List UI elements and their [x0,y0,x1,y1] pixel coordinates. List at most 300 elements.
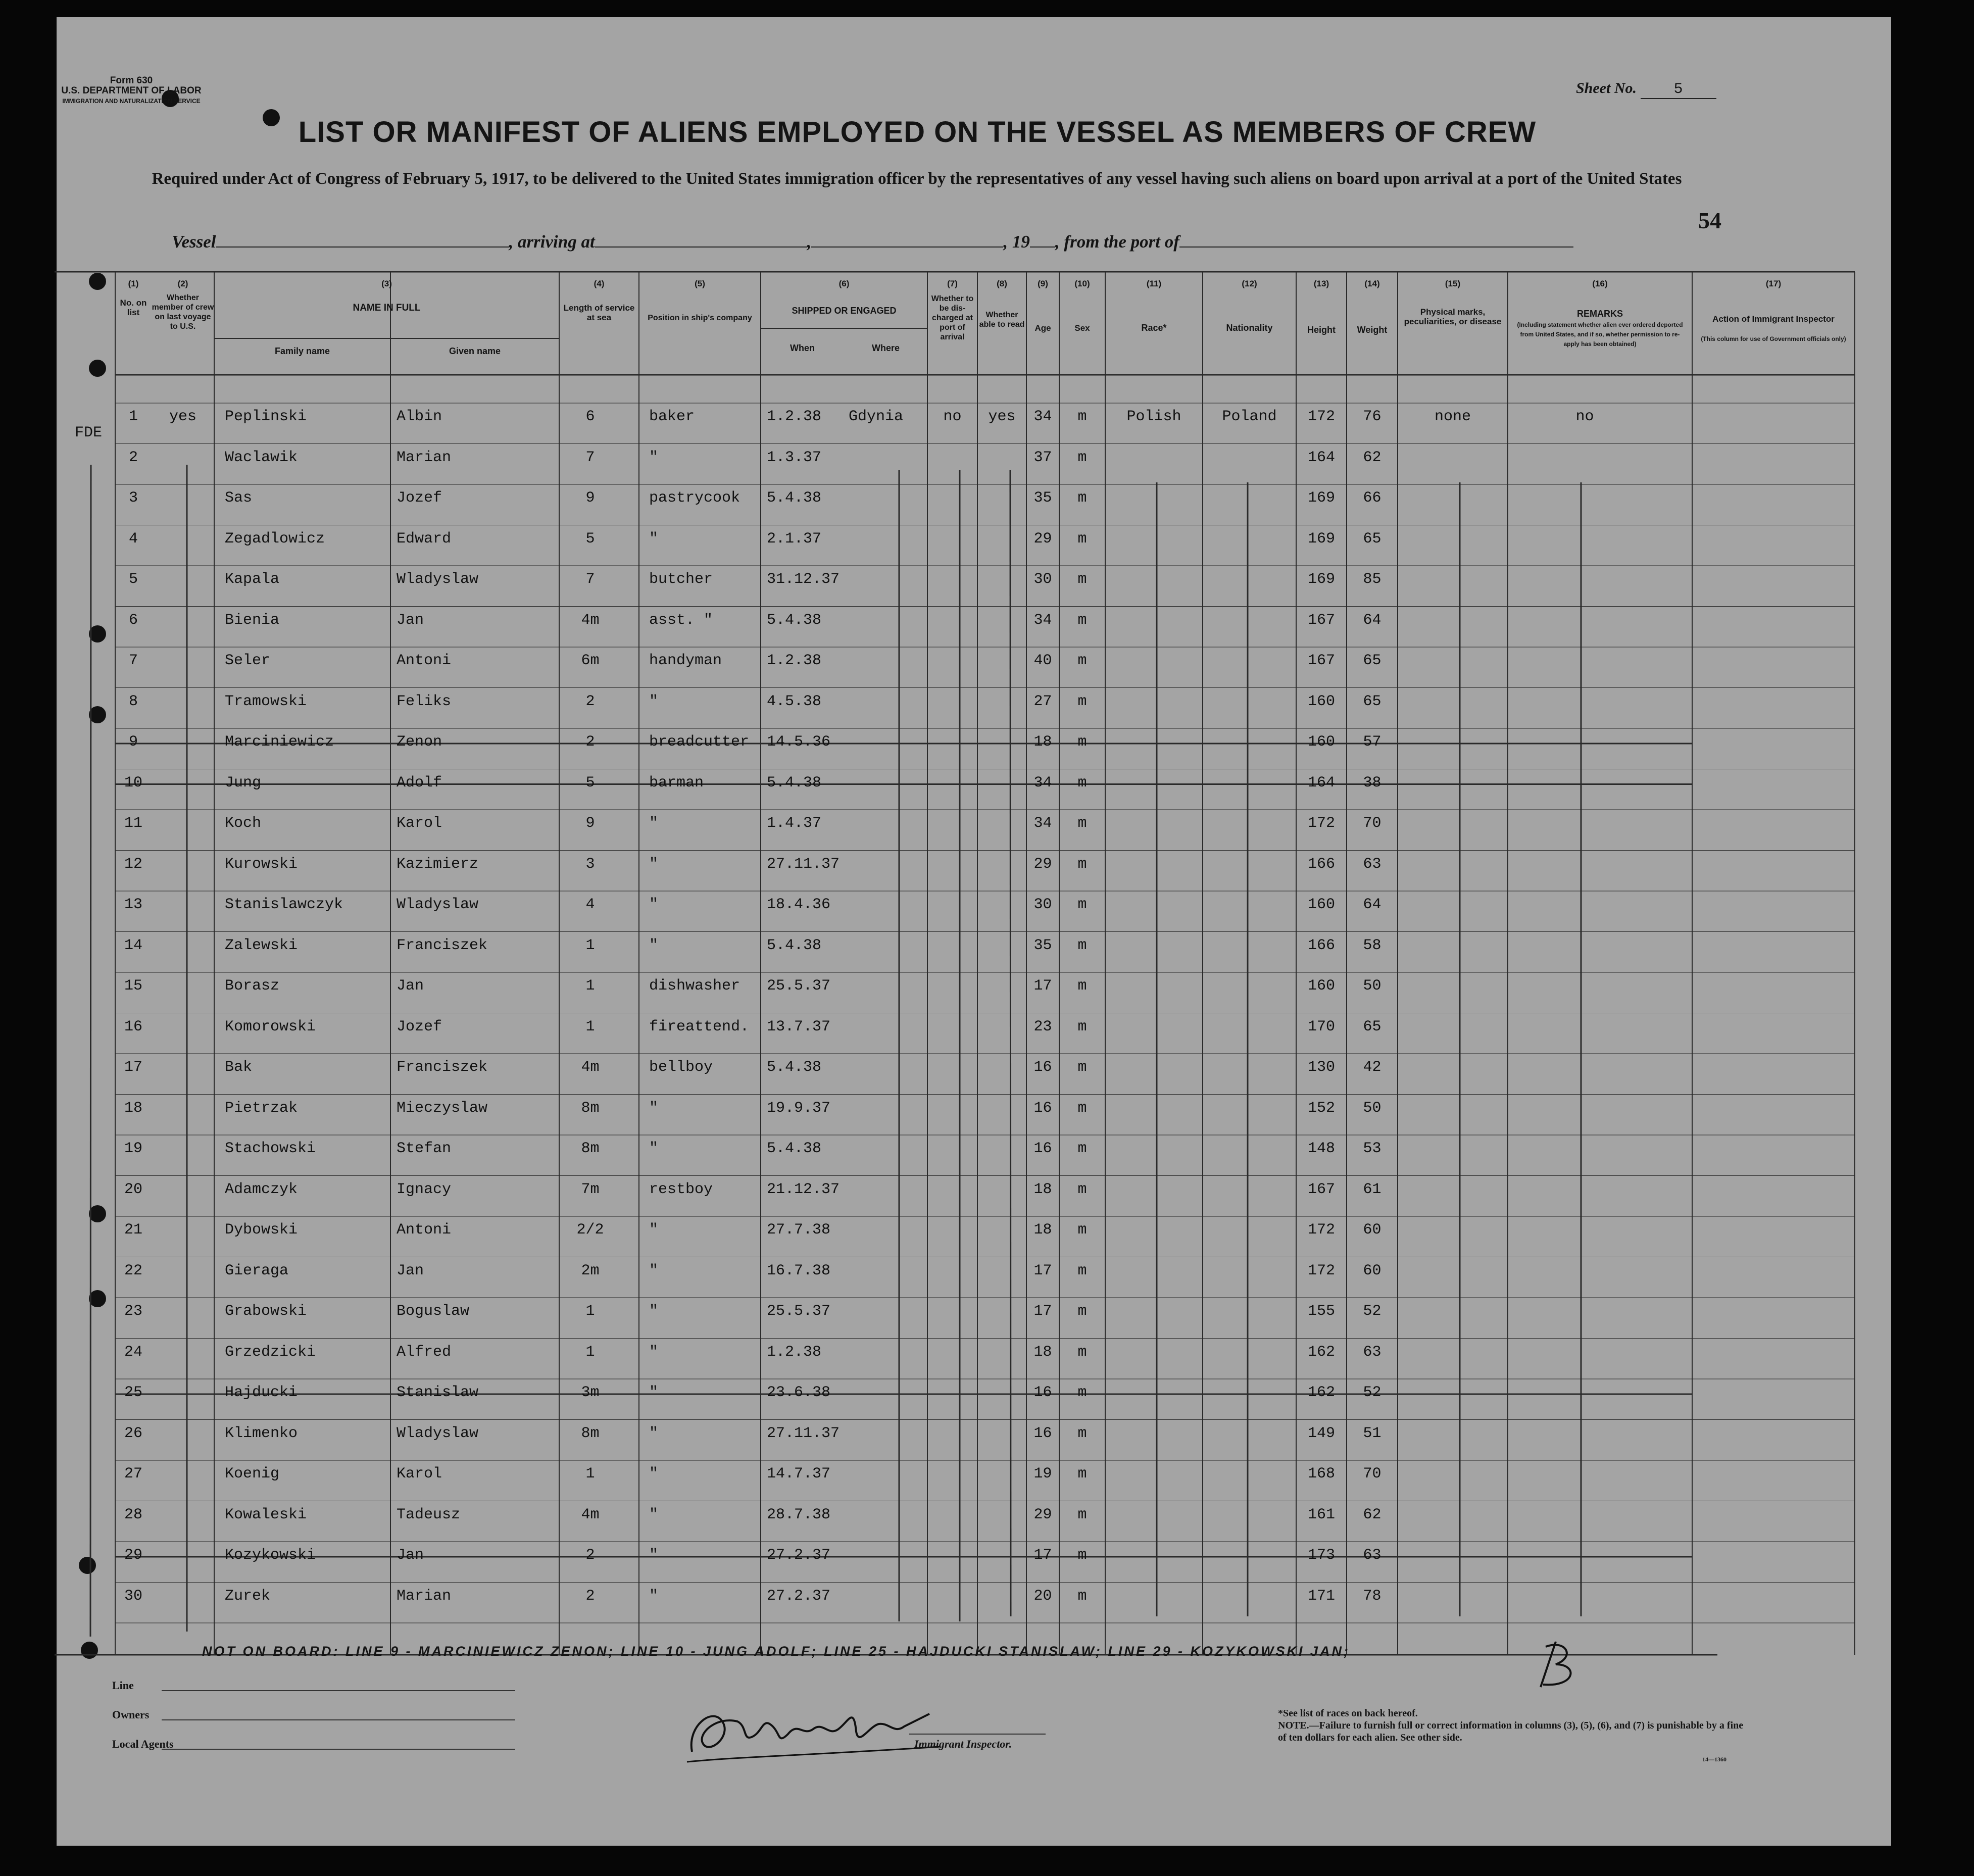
cell-height: 152 [1307,1099,1335,1117]
cell-given: Franciszek [397,1059,488,1076]
column-number: (5) [695,279,705,288]
cell-weight: 61 [1363,1180,1381,1198]
cell-family: Zalewski [225,936,298,954]
not-on-board-note: NOT ON BOARD: LINE 9 - MARCINIEWICZ ZENON; LINE 10 - JUNG ADOLF; LINE 25 - HAJDUCKI STANISLAW; LINE 29 - KOZYKOWSKI JAN; [202,1644,1351,1659]
header-weight: Weight [1357,325,1388,335]
cell-height: 167 [1307,611,1335,629]
cell-sex: m [1077,733,1087,751]
cell-length: 4m [581,1506,600,1523]
cell-age: 29 [1033,1506,1052,1523]
ditto-stroke [90,465,91,1637]
cell-sex: m [1077,1140,1087,1157]
cell-position: " [649,449,659,466]
cell-height: 160 [1307,896,1335,913]
cell-weight: 64 [1363,896,1381,913]
cell-position: barman [649,774,704,792]
header-sex: Sex [1074,323,1090,333]
cell-length: 6m [581,652,600,669]
column-number: (3) [381,279,392,288]
cell-weight: 52 [1363,1303,1381,1320]
cell-family: Pietrzak [225,1099,298,1117]
cell-age: 29 [1033,855,1052,873]
cell-family: Dybowski [225,1221,298,1239]
cell-height: 164 [1307,449,1335,466]
page-number: 54 [1698,208,1721,233]
footer-notes: *See list of races on back hereof. NOTE.—Failure to furnish full or correct information in columns (3), (5), (6), and (7) is punishable by a fine of ten dollars for each alien. See other side. [1278,1708,1744,1743]
cell-no: 21 [124,1221,142,1239]
cell-age: 35 [1033,936,1052,954]
cell-position: dishwasher [649,977,741,995]
cell-sex: m [1077,489,1087,507]
cell-position: " [649,1547,659,1564]
cell-age: 34 [1033,611,1052,629]
vessel-line: Vessel , arriving at , , 19 , from the port of [172,231,1573,252]
cell-no: 26 [124,1424,142,1442]
cell-height: 161 [1307,1506,1335,1523]
cell-length: 2 [585,733,595,751]
cell-position: " [649,1384,659,1401]
cell-when: 28.7.38 [767,1506,831,1523]
cell-no: 6 [128,611,138,629]
cell-given: Albin [397,408,442,425]
cell-family: Sas [225,489,253,507]
cell-length: 9 [585,815,595,832]
cell-weight: 70 [1363,1465,1381,1483]
ditto-stroke [1010,470,1011,1616]
cell-family: Komorowski [225,1018,316,1035]
cell-age: 16 [1033,1140,1052,1157]
local-agents-label: Local Agents [112,1738,174,1750]
cell-length: 4m [581,611,600,629]
cell-weight: 52 [1363,1384,1381,1401]
cell-weight: 53 [1363,1140,1381,1157]
cell-family: Zurek [225,1587,271,1605]
cell-weight: 85 [1363,571,1381,588]
cell-sex: m [1077,1221,1087,1239]
column-number: (16) [1592,279,1608,288]
cell-age: 23 [1033,1018,1052,1035]
page-subtitle: Required under Act of Congress of February 5, 1917, to be delivered to the United States immigration officer by the representatives of any vessel having such aliens on board upon arrival at a port of the United States [152,170,1682,188]
column-number: (15) [1445,279,1461,288]
cell-no: 10 [124,774,142,792]
cell-age: 35 [1033,489,1052,507]
header-able-to-read: Whether able to read [979,311,1025,329]
cell-no: 17 [124,1059,142,1076]
cell-when: 27.2.37 [767,1547,831,1564]
column-number: (9) [1038,279,1048,288]
cell-position: " [649,1221,659,1239]
margin-mark: FDE [75,424,103,441]
cell-weight: 42 [1363,1059,1381,1076]
cell-weight: 38 [1363,774,1381,792]
cell-age: 17 [1033,977,1052,995]
cell-when: 1.2.38 [767,1343,822,1361]
cell-no: 9 [128,733,138,751]
cell-sex: m [1077,408,1087,425]
cell-given: Antoni [397,652,452,669]
cell-when: 5.4.38 [767,936,822,954]
cell-position: " [649,1465,659,1483]
cell-sex: m [1077,815,1087,832]
cell-no: 30 [124,1587,142,1605]
cell-when: 16.7.38 [767,1262,831,1279]
column-number: (11) [1146,279,1162,288]
cell-position: " [649,1099,659,1117]
cell-height: 162 [1307,1384,1335,1401]
cell-marks: none [1434,408,1471,425]
cell-given: Jozef [397,1018,442,1035]
cell-height: 168 [1307,1465,1335,1483]
cell-family: Koenig [225,1465,280,1483]
cell-length: 1 [585,1343,595,1361]
cell-height: 169 [1307,489,1335,507]
cell-height: 172 [1307,408,1335,425]
cell-weight: 65 [1363,652,1381,669]
cell-age: 18 [1033,733,1052,751]
cell-sex: m [1077,1099,1087,1117]
cell-length: 4m [581,1059,600,1076]
cell-no: 18 [124,1099,142,1117]
cell-weight: 58 [1363,936,1381,954]
cell-sex: m [1077,652,1087,669]
header-name-in-full: NAME IN FULL [353,303,421,313]
cell-age: 29 [1033,530,1052,548]
cell-length: 8m [581,1099,600,1117]
cell-weight: 65 [1363,1018,1381,1035]
cell-sex: m [1077,1465,1087,1483]
cell-given: Stefan [397,1140,452,1157]
cell-sex: m [1077,774,1087,792]
cell-position: asst. " [649,611,713,629]
cell-no: 29 [124,1547,142,1564]
cell-when: 27.11.37 [767,855,840,873]
cell-length: 3m [581,1384,600,1401]
cell-no: 22 [124,1262,142,1279]
header-length-service: Length of service at sea [563,303,635,322]
cell-length: 2 [585,693,595,710]
cell-age: 20 [1033,1587,1052,1605]
column-number: (7) [947,279,958,288]
cell-position: " [649,815,659,832]
cell-race: Polish [1126,408,1181,425]
cell-given: Jan [397,977,424,995]
cell-length: 8m [581,1424,600,1442]
cell-position: " [649,1262,659,1279]
cell-given: Edward [397,530,452,548]
cell-family: Tramowski [225,693,307,710]
cell-weight: 63 [1363,1547,1381,1564]
cell-age: 40 [1033,652,1052,669]
cell-position: bellboy [649,1059,713,1076]
cell-height: 149 [1307,1424,1335,1442]
cell-length: 7m [581,1180,600,1198]
cell-when: 1.2.38 [767,652,822,669]
cell-no: 19 [124,1140,142,1157]
cell-no: 20 [124,1180,142,1198]
cell-given: Ignacy [397,1180,452,1198]
cell-position: " [649,1424,659,1442]
line-field [162,1690,515,1691]
column-number: (14) [1364,279,1380,288]
cell-given: Adolf [397,774,442,792]
column-number: (1) [128,279,139,288]
cell-given: Karol [397,1465,442,1483]
cell-length: 7 [585,571,595,588]
cell-no: 5 [128,571,138,588]
cell-weight: 78 [1363,1587,1381,1605]
cell-position: baker [649,408,695,425]
cell-when: 5.4.38 [767,774,822,792]
cell-position: restboy [649,1180,713,1198]
cell-when: 25.5.37 [767,977,831,995]
cell-family: Grabowski [225,1303,307,1320]
cell-height: 172 [1307,815,1335,832]
cell-sex: m [1077,693,1087,710]
cell-height: 130 [1307,1059,1335,1076]
owners-field [162,1719,515,1720]
cell-when: 1.2.38 [767,408,822,425]
cell-sex: m [1077,977,1087,995]
cell-given: Antoni [397,1221,452,1239]
cell-sex: m [1077,1059,1087,1076]
cell-sex: m [1077,936,1087,954]
cell-height: 155 [1307,1303,1335,1320]
cell-when: 1.3.37 [767,449,822,466]
column-number: (10) [1074,279,1090,288]
cell-no: 4 [128,530,138,548]
cell-no: 16 [124,1018,142,1035]
inspector-signature [677,1686,960,1767]
cell-family: Bienia [225,611,280,629]
page-title: LIST OR MANIFEST OF ALIENS EMPLOYED ON THE VESSEL AS MEMBERS OF CREW [298,116,1537,149]
cell-when: 27.2.37 [767,1587,831,1605]
cell-age: 16 [1033,1384,1052,1401]
inspector-line [909,1734,1046,1735]
cell-length: 2/2 [576,1221,604,1239]
local-agents-field [162,1749,515,1750]
cell-sex: m [1077,611,1087,629]
cell-read: yes [988,408,1016,425]
cell-given: Jan [397,1262,424,1279]
cell-age: 37 [1033,449,1052,466]
cell-given: Jozef [397,489,442,507]
cell-family: Peplinski [225,408,307,425]
cell-age: 19 [1033,1465,1052,1483]
column-number: (12) [1242,279,1257,288]
cell-height: 170 [1307,1018,1335,1035]
cell-age: 18 [1033,1343,1052,1361]
cell-height: 148 [1307,1140,1335,1157]
column-number: (4) [594,279,605,288]
cell-weight: 63 [1363,1343,1381,1361]
cell-height: 166 [1307,936,1335,954]
cell-family: Seler [225,652,271,669]
cell-age: 16 [1033,1099,1052,1117]
column-number: (6) [838,279,850,288]
cell-no: 27 [124,1465,142,1483]
header-physical-marks: Physical marks, peculiarities, or disease [1404,307,1502,326]
cell-sex: m [1077,449,1087,466]
cell-position: " [649,1506,659,1523]
cell-when: 5.4.38 [767,489,822,507]
cell-sex: m [1077,1424,1087,1442]
cell-length: 8m [581,1140,600,1157]
cell-position: " [649,896,659,913]
cell-no: 11 [124,815,142,832]
cell-weight: 66 [1363,489,1381,507]
cell-age: 17 [1033,1262,1052,1279]
cell-sex: m [1077,1384,1087,1401]
cell-sex: m [1077,855,1087,873]
cell-when: 4.5.38 [767,693,822,710]
cell-length: 3 [585,855,595,873]
cell-when: 14.7.37 [767,1465,831,1483]
cell-when: 19.9.37 [767,1099,831,1117]
cell-when: 1.4.37 [767,815,822,832]
cell-nationality: Poland [1222,408,1277,425]
cell-when: 31.12.37 [767,571,840,588]
header-no-on-list: No. on list [120,298,147,317]
cell-no: 14 [124,936,142,954]
cell-given: Wladyslaw [397,896,479,913]
cell-weight: 65 [1363,693,1381,710]
cell-length: 2m [581,1262,600,1279]
cell-when: 5.4.38 [767,1059,822,1076]
cell-family: Stachowski [225,1140,316,1157]
cell-length: 9 [585,489,595,507]
cell-when: 2.1.37 [767,530,822,548]
cell-sex: m [1077,530,1087,548]
cell-length: 1 [585,1018,595,1035]
cell-given: Tadeusz [397,1506,461,1523]
cell-sex: m [1077,1303,1087,1320]
cell-no: 8 [128,693,138,710]
cell-given: Karol [397,815,442,832]
cell-sex: m [1077,1343,1087,1361]
cell-no: 28 [124,1506,142,1523]
header-nationality: Nationality [1226,323,1273,333]
cell-discharged: no [943,408,962,425]
header-remarks: REMARKS [1576,309,1623,319]
cell-when: 27.11.37 [767,1424,840,1442]
cell-length: 2 [585,1587,595,1605]
cell-when: 5.4.38 [767,611,822,629]
header-shipped: SHIPPED OR ENGAGED [792,306,897,316]
cell-when: 14.5.36 [767,733,831,751]
cell-age: 30 [1033,896,1052,913]
cell-family: Gieraga [225,1262,289,1279]
cell-age: 34 [1033,815,1052,832]
cell-no: 25 [124,1384,142,1401]
cell-height: 172 [1307,1262,1335,1279]
cell-given: Feliks [397,693,452,710]
cell-family: Grzedzicki [225,1343,316,1361]
cell-height: 169 [1307,571,1335,588]
form-code: 14—1360 [1702,1756,1726,1763]
cell-given: Jan [397,1547,424,1564]
cell-given: Marian [397,449,452,466]
cell-weight: 50 [1363,977,1381,995]
cell-height: 167 [1307,652,1335,669]
cell-weight: 62 [1363,1506,1381,1523]
header-action: Action of Immigrant Inspector [1712,314,1835,324]
cell-height: 171 [1307,1587,1335,1605]
cell-age: 30 [1033,571,1052,588]
cell-position: " [649,1140,659,1157]
cell-height: 160 [1307,977,1335,995]
cell-when: 18.4.36 [767,896,831,913]
cell-given: Marian [397,1587,452,1605]
cell-position: " [649,1343,659,1361]
header-family-name: Family name [274,346,330,356]
cell-sex: m [1077,1018,1087,1035]
cell-sex: m [1077,896,1087,913]
cell-age: 34 [1033,774,1052,792]
cell-when: 13.7.37 [767,1018,831,1035]
cell-position: " [649,855,659,873]
cell-height: 172 [1307,1221,1335,1239]
cell-length: 1 [585,977,595,995]
cell-age: 27 [1033,693,1052,710]
inspector-label: Immigrant Inspector. [914,1738,1012,1750]
cell-weight: 64 [1363,611,1381,629]
cell-age: 16 [1033,1059,1052,1076]
cell-height: 169 [1307,530,1335,548]
cell-length: 4 [585,896,595,913]
cell-no: 7 [128,652,138,669]
cell-sex: m [1077,1506,1087,1523]
cell-weight: 50 [1363,1099,1381,1117]
cell-member: yes [169,408,196,425]
cell-family: Klimenko [225,1424,298,1442]
cell-no: 12 [124,855,142,873]
cell-given: Boguslaw [397,1303,470,1320]
cell-family: Kurowski [225,855,298,873]
cell-given: Wladyslaw [397,571,479,588]
cell-length: 6 [585,408,595,425]
cell-position: breadcutter [649,733,750,751]
column-number: (2) [177,279,188,288]
cell-height: 160 [1307,693,1335,710]
cell-where: Gdynia [849,408,904,425]
cell-age: 18 [1033,1180,1052,1198]
cell-family: Jung [225,774,262,792]
cell-no: 23 [124,1303,142,1320]
cell-height: 164 [1307,774,1335,792]
cell-weight: 60 [1363,1262,1381,1279]
header-where: Where [871,343,900,353]
cell-sex: m [1077,1547,1087,1564]
cell-family: Zegadlowicz [225,530,325,548]
cell-family: Bak [225,1059,253,1076]
cell-family: Kowaleski [225,1506,307,1523]
cell-no: 3 [128,489,138,507]
cell-height: 173 [1307,1547,1335,1564]
header-race: Race* [1141,323,1167,333]
header-action-note: (This column for use of Government officials only) [1701,335,1846,342]
column-number: (17) [1765,279,1782,288]
column-number: (8) [997,279,1007,288]
cell-length: 1 [585,1465,595,1483]
cell-age: 17 [1033,1303,1052,1320]
cell-height: 166 [1307,855,1335,873]
cell-no: 13 [124,896,142,913]
cell-sex: m [1077,1262,1087,1279]
cell-family: Hajducki [225,1384,298,1401]
cell-height: 167 [1307,1180,1335,1198]
cell-when: 23.6.38 [767,1384,831,1401]
cell-sex: m [1077,1180,1087,1198]
